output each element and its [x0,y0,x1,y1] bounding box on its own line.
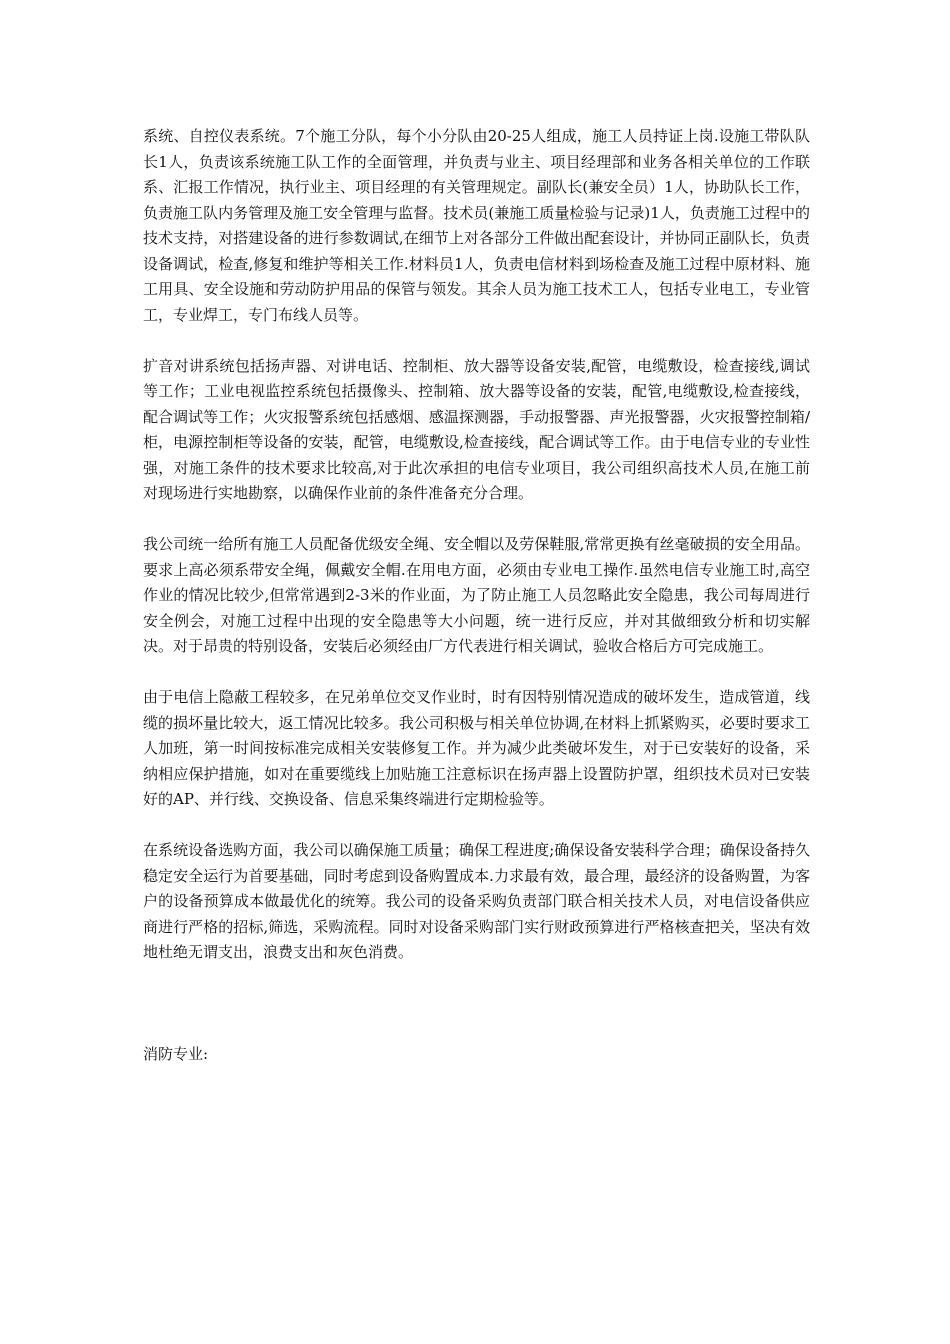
paragraph-safety-measures: 我公司统一给所有施工人员配备优级安全绳、安全帽以及劳保鞋服,常常更换有丝毫破损的安全用品。要求上高必须系带安全绳，佩戴安全帽.在用电方面，必须由专业电工操作.虽然电信专业施工时,高空作业的情况比较少,但常常遇到2-3米的作业面，为了防止施工人员忽略此安全隐患，我公司每周进行安全例会，对施工过程中出现的安全隐患等大小问题，统一进行反应，并对其做细致分析和切实解决。对于昂贵的特别设备，安装后必须经由厂方代表进行相关调试，验收合格后方可完成施工。 [143,535,810,655]
paragraph-system-scope: 扩音对讲系统包括扬声器、对讲电话、控制柜、放大器等设备安装,配管，电缆敷设，检查接线,调试等工作；工业电视监控系统包括摄像头、控制箱、放大器等设备的安装，配管,电缆敷设,检查接线，配合调试等工作；火灾报警系统包括感烟、感温探测器，手动报警器、声光报警器，火灾报警控制箱/柜，电源控制柜等设备的安装，配管，电缆敷设,检查接线，配合调试等工作。由于电信专业的专业性强，对施工条件的技术要求比较高,对于此次承担的电信专业项目，我公司组织高技术人员,在施工前对现场进行实地勘察，以确保作业前的条件准备充分合理。 [143,356,810,502]
section-heading-fire-protection: 消防专业: [143,1045,209,1063]
paragraph-team-organization: 系统、自控仪表系统。7个施工分队，每个小分队由20-25人组成，施工人员持证上岗.设施工带队队长1人，负责该系统施工队工作的全面管理，并负责与业主、项目经理部和业务各相关单位的工作联系、汇报工作情况，执行业主、项目经理的有关管理规定。副队长(兼安全员）1人，协助队长工作，负责施工队内务管理及施工安全管理与监督。技术员(兼施工质量检验与记录)1人，负责施工过程中的技术支持，对搭建设备的进行参数调试,在细节上对各部分工件做出配套设计，并协同正副队长，负责设备调试，检查,修复和维护等相关工作.材料员1人，负责电信材料到场检查及施工过程中原材料、施工用具、安全设施和劳动防护用品的保管与领发。其余人员为施工技术工人，包括专业电工，专业管工，专业焊工，专门布线人员等。 [143,127,810,324]
document-body [143,124,810,1068]
blank-spacer [143,991,810,1042]
paragraph-damage-prevention: 由于电信上隐蔽工程较多，在兄弟单位交叉作业时，时有因特别情况造成的破坏发生，造成管道，线缆的损坏量比较大，返工情况比较多。我公司积极与相关单位协调,在材料上抓紧购买，必要时要求工人加班，第一时间按标准完成相关安装修复工作。并为减少此类破坏发生，对于已安装好的设备，采纳相应保护措施，如对在重要缆线上加贴施工注意标识在扬声器上设置防护罩，组织技术员对已安装好的AP、并行线、交换设备、信息采集终端进行定期检验等。 [143,688,810,808]
paragraph-equipment-procurement: 在系统设备选购方面，我公司以确保施工质量；确保工程进度;确保设备安装科学合理；确保设备持久稳定安全运行为首要基础，同时考虑到设备购置成本.力求最有效，最合理，最经济的设备购置，为客户的设备预算成本做最优化的统筹。我公司的设备采购负责部门联合相关技术人员，对电信设备供应商进行严格的招标,筛选，采购流程。同时对设备采购部门实行财政预算进行严格核查把关，坚决有效地杜绝无谓支出，浪费支出和灰色消费。 [143,841,810,961]
